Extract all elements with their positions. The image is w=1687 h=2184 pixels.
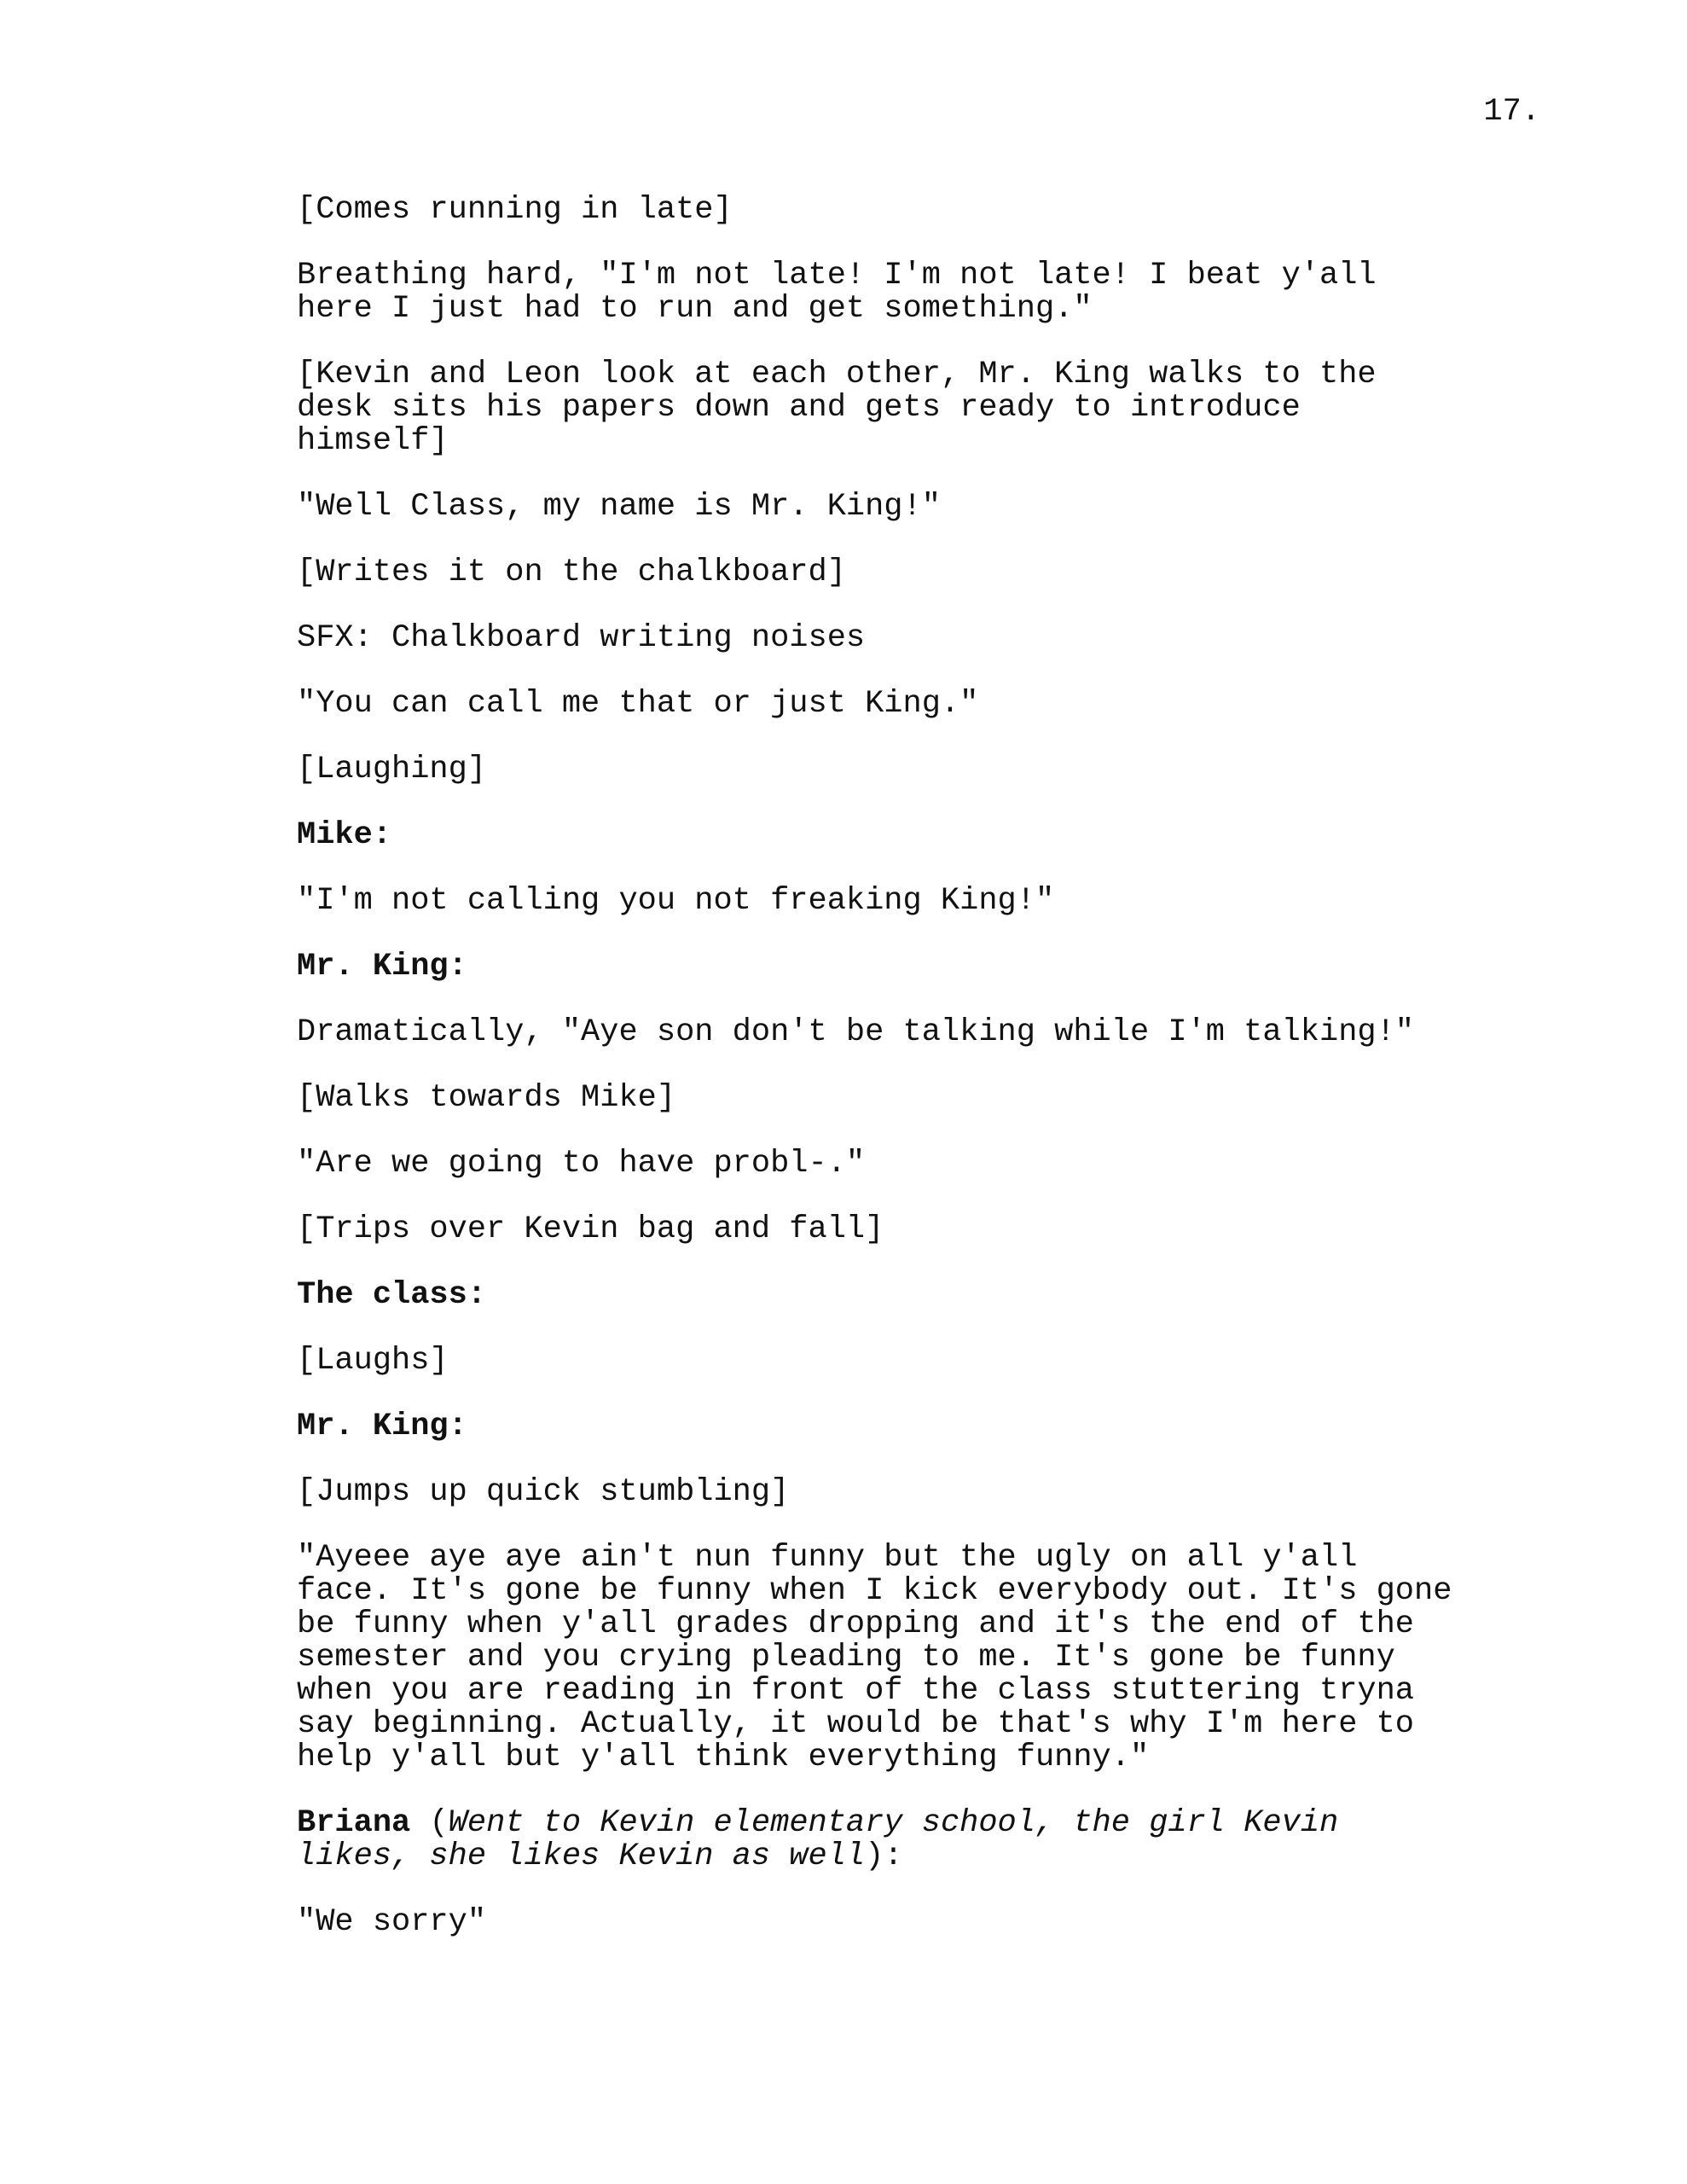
dialogue-line: Breathing hard, "I'm not late! I'm not late! I beat y'all here I just had to run and get something." (297, 258, 1377, 327)
dialogue-line: "Are we going to have probl-." (297, 1146, 866, 1182)
paren-open: ( (410, 1805, 449, 1841)
script-body (297, 194, 1525, 1972)
stage-direction: [Laughing] (297, 752, 487, 787)
page-number: 17. (1483, 94, 1540, 130)
stage-direction: [Kevin and Leon look at each other, Mr. King walks to the desk sits his papers down and gets ready to introduce himself] (297, 357, 1377, 459)
dialogue-line: "I'm not calling you not freaking King!" (297, 883, 1055, 919)
character-name: Mike: (297, 817, 392, 853)
stage-direction: [Comes running in late] (297, 192, 733, 228)
character-name: Mr. King: (297, 949, 467, 985)
dialogue-line: "Ayeee aye aye ain't nun funny but the ugly on all y'all face. It's gone be funny when I kick everybody out. It's gone be funny when y'all grades dropping and it's the end of the semester and you crying pleading to me. It's gone be funny when you are reading in front of the class stuttering tryna say beginning. Actually, it would be that's why I'm here to help y'all but y'all think everything funny." (297, 1540, 1452, 1775)
stage-direction: [Walks towards Mike] (297, 1080, 676, 1116)
stage-direction: [Writes it on the chalkboard] (297, 555, 846, 590)
dialogue-line: "We sorry" (297, 1904, 487, 1940)
character-name: Mr. King: (297, 1409, 467, 1444)
stage-direction: [Laughs] (297, 1343, 449, 1379)
dialogue-line: SFX: Chalkboard writing noises (297, 620, 866, 656)
paren-close: ): (865, 1838, 903, 1874)
character-name: Briana (297, 1805, 411, 1841)
stage-direction: [Jumps up quick stumbling] (297, 1474, 790, 1510)
dialogue-line: "Well Class, my name is Mr. King!" (297, 489, 941, 525)
dialogue-line: "You can call me that or just King." (297, 686, 979, 722)
character-name: The class: (297, 1277, 487, 1313)
character-note: Went to Kevin elementary school, the girl Kevin likes, she likes Kevin as well (297, 1805, 1339, 1874)
paragraph-list (297, 194, 1525, 1774)
stage-direction: [Trips over Kevin bag and fall] (297, 1211, 884, 1247)
dialogue-line: Dramatically, "Aye son don't be talking while I'm talking!" (297, 1014, 1415, 1050)
character-cue-briana (297, 1807, 1525, 1873)
